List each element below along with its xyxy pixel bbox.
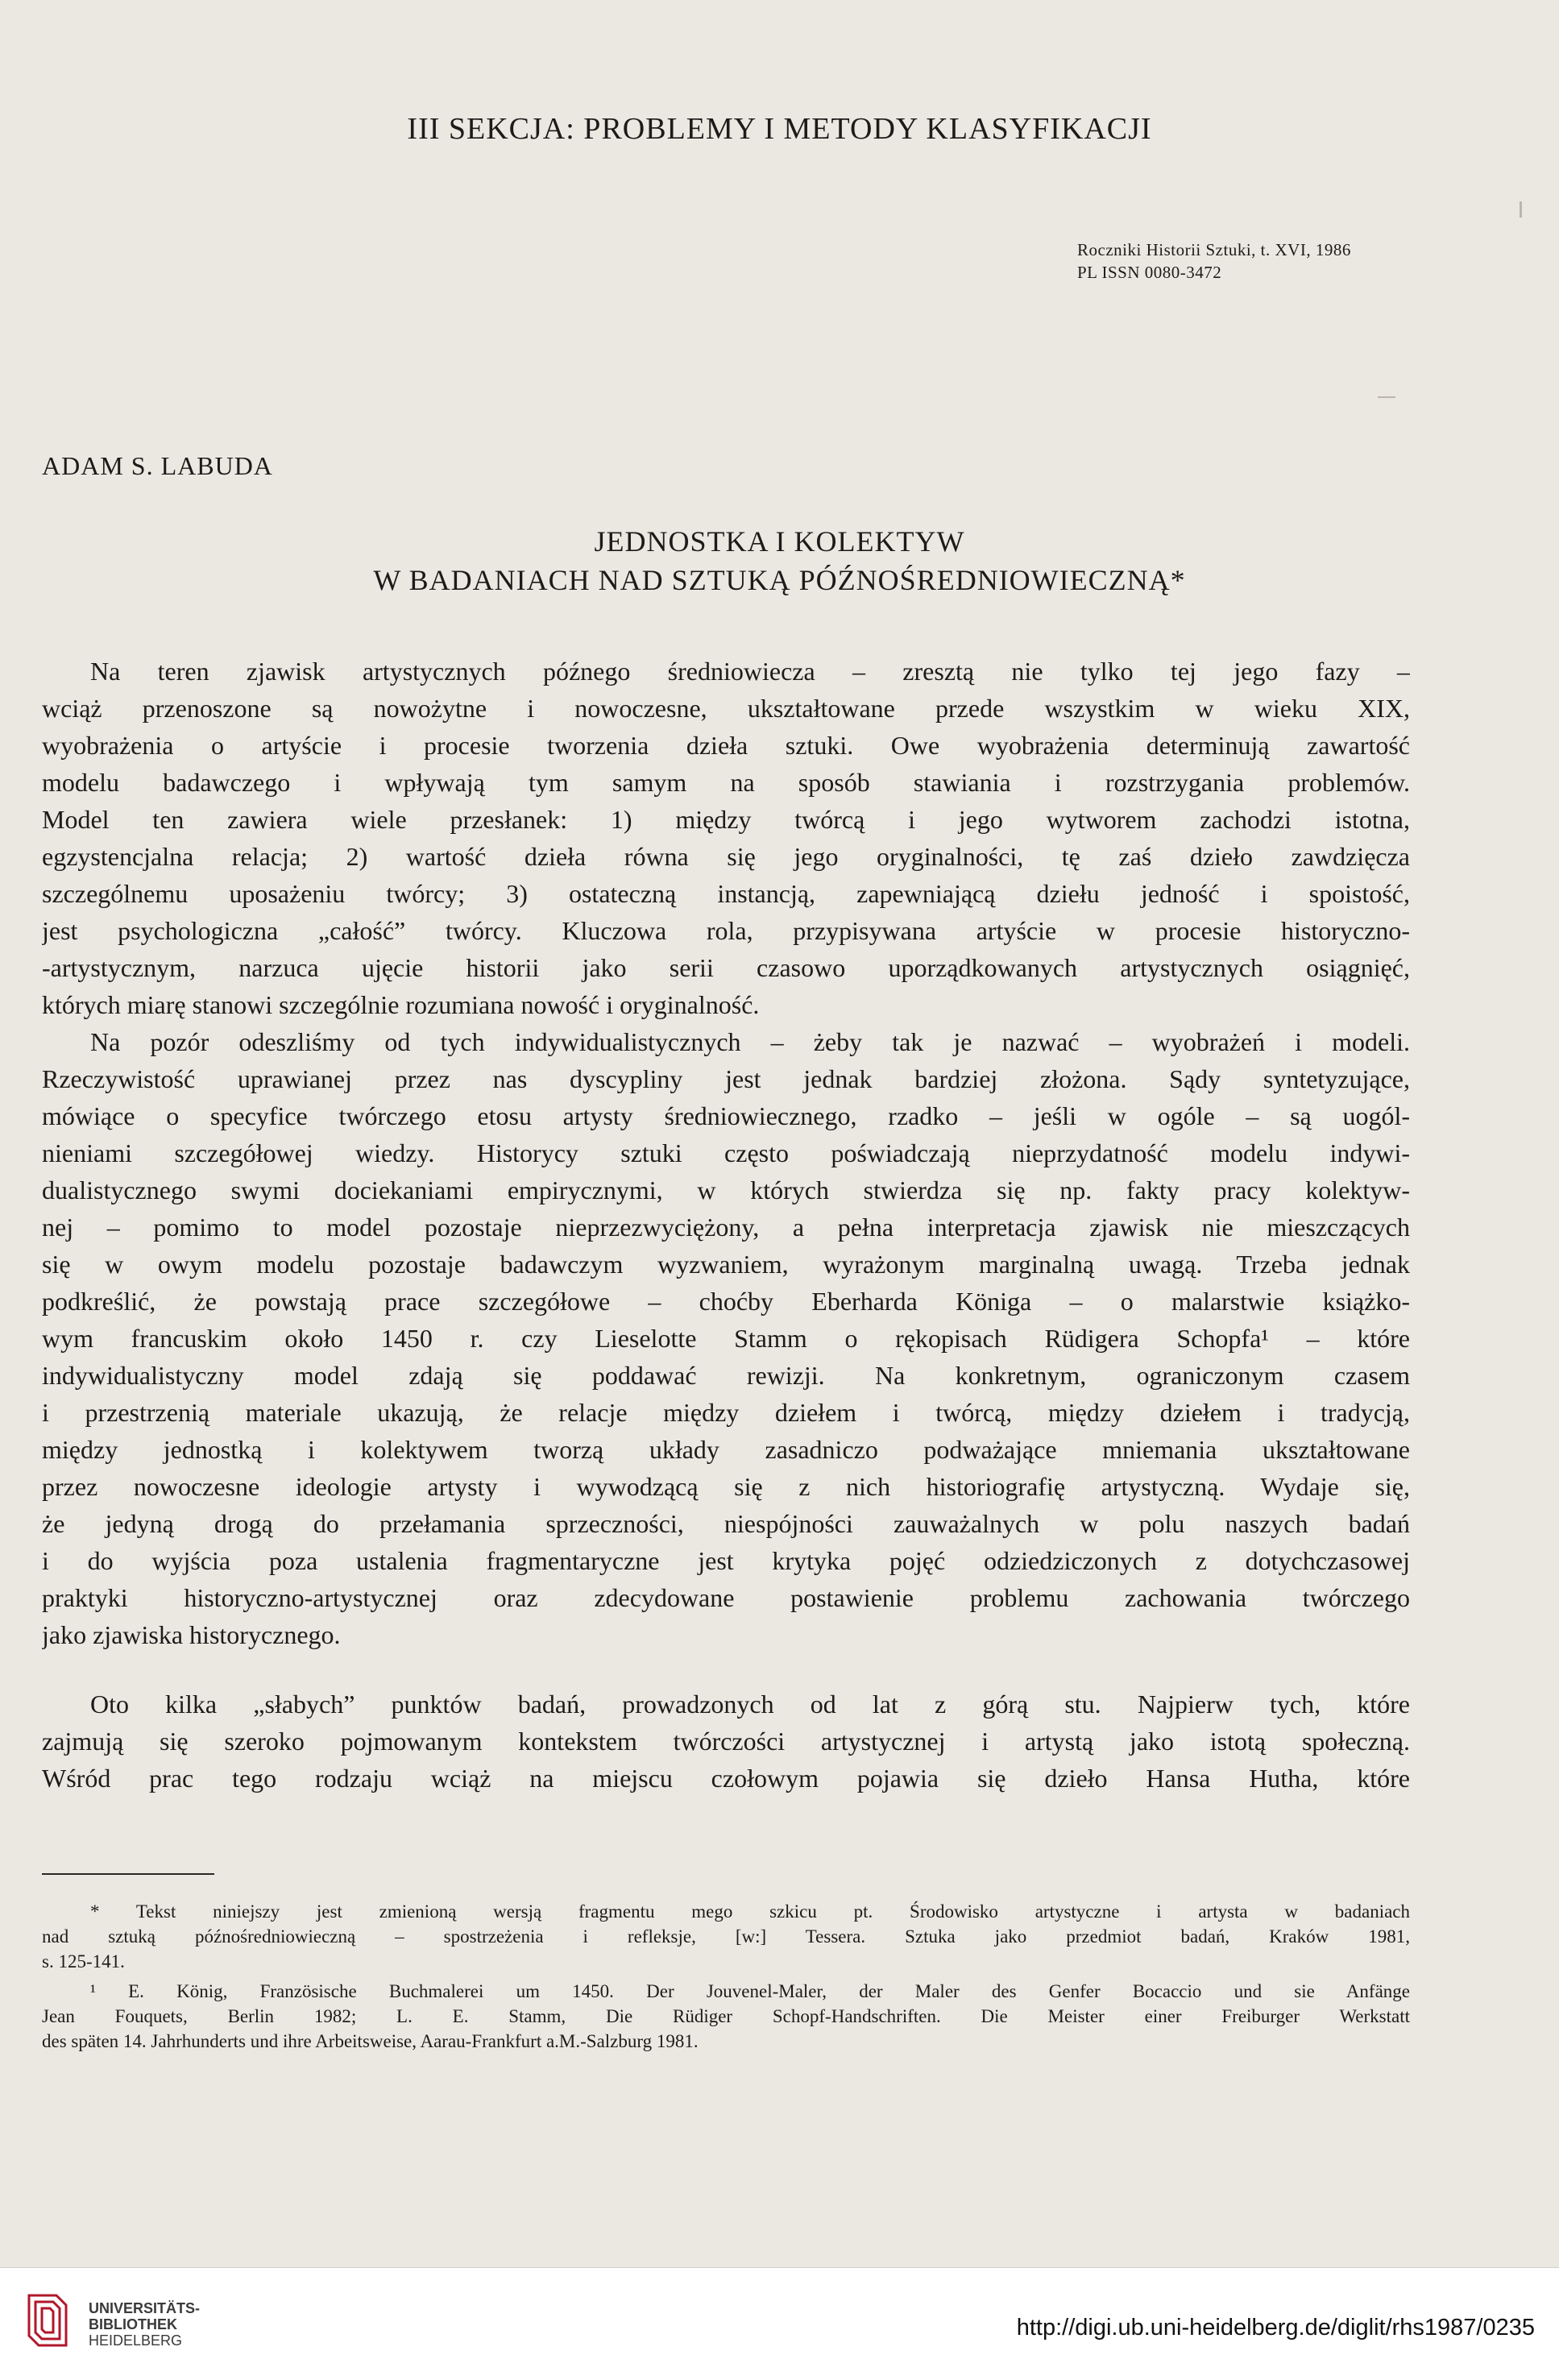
footnote-divider (42, 1873, 214, 1875)
paragraph-line: -artystycznym, narzuca ujęcie historii jako serii czasowo uporządkowanych artystycznych osiągnięć, (42, 953, 1410, 982)
paragraph-line: szczególnemu uposażeniu twórcy; 3) ostateczną instancją, zapewniającą dziełu jedność i spoistość, (42, 879, 1410, 908)
paragraph-line: praktyki historyczno-artystycznej oraz zdecydowane postawienie problemu zachowania twórczego (42, 1583, 1410, 1612)
paragraph-gap (42, 1653, 1410, 1685)
library-name-line: BIBLIOTHEK (89, 2316, 177, 2332)
footnote-line: ¹ E. König, Französische Buchmalerei um 1450. Der Jouvenel-Maler, der Maler des Genfer Bocaccio und sie Anfänge (90, 1981, 1410, 2001)
paragraph-line: nej – pomimo to model pozostaje nieprzezwyciężony, a pełna interpretacja zjawisk nie mieszczących (42, 1213, 1410, 1242)
footnotes (42, 1899, 1410, 2054)
journal-citation: Roczniki Historii Sztuki, t. XVI, 1986 (1077, 240, 1351, 259)
paragraph-line: Na pozór odeszliśmy od tych indywidualistycznych – żeby tak je nazwać – wyobrażeń i modeli. (90, 1027, 1410, 1056)
footnote-line: des späten 14. Jahrhunderts und ihre Arbeitsweise, Aarau-Frankfurt a.M.-Salzburg 1981. (42, 2031, 699, 2051)
paragraph-line: nieniami szczegółowej wiedzy. Historycy sztuki często poświadczają nieprzydatność modelu indywi- (42, 1138, 1410, 1167)
paragraph-line: podkreślić, że powstają prace szczegółowe – choćby Eberharda Königa – o malarstwie książko- (42, 1287, 1410, 1316)
paragraph-line: jest psychologiczna „całość” twórcy. Kluczowa rola, przypisywana artyście w procesie historyczno- (42, 916, 1410, 945)
paragraph-line: mówiące o specyfice twórczego etosu artysty średniowiecznego, rzadko – jeśli w ogóle – są uogól- (42, 1101, 1410, 1130)
paragraph-line: i przestrzenią materiale ukazują, że relacje między dziełem i twórcą, między dziełem i tradycją, (42, 1398, 1410, 1427)
paragraph-line: Model ten zawiera wiele przesłanek: 1) między twórcą i jego wytworem zachodzi istotna, (42, 805, 1410, 834)
paragraph-line: modelu badawczego i wpływają tym samym na sposób stawiania i rozstrzygania problemów. (42, 768, 1410, 797)
paragraph-line: egzystencjalna relacja; 2) wartość dzieła równa się jego oryginalności, tę zaś dzieło zawdzięcza (42, 842, 1410, 871)
footnote-line: s. 125-141. (42, 1951, 125, 1972)
section-header: III SEKCJA: PROBLEMY I METODY KLASYFIKACJI (407, 112, 1152, 146)
paragraph-line: Oto kilka „słabych” punktów badań, prowadzonych od lat z górą stu. Najpierw tych, które (90, 1690, 1410, 1719)
paragraph-line: zajmują się szeroko pojmowanym kontekstem twórczości artystycznej i artystą jako istotą społeczną. (42, 1727, 1410, 1756)
paragraph-line: przez nowoczesne ideologie artysty i wywodzącą się z nich historiografię artystyczną. Wydaje się, (42, 1472, 1410, 1501)
paragraph-line: i do wyjścia poza ustalenia fragmentaryczne jest krytyka pojęć odziedziczonych z dotychczasowej (42, 1546, 1410, 1575)
footnote-line: Jean Fouquets, Berlin 1982; L. E. Stamm, Die Rüdiger Schopf-Handschriften. Die Meister einer Freiburger Werkstatt (42, 2006, 1410, 2026)
article-title (0, 522, 1559, 599)
journal-issn: PL ISSN 0080-3472 (1077, 263, 1222, 282)
paragraph-line: Wśród prac tego rodzaju wciąż na miejscu czołowym pojawia się dzieło Hansa Hutha, które (42, 1764, 1410, 1793)
library-name-line: HEIDELBERG (89, 2332, 183, 2349)
paragraph-line: jako zjawiska historycznego. (42, 1620, 341, 1649)
paragraph-line: między jednostką i kolektywem tworzą układy zasadniczo podważające mniemania ukształtowane (42, 1435, 1410, 1464)
document-url-link[interactable]: http://digi.ub.uni-heidelberg.de/diglit/rhs1987/0235 (1016, 2315, 1535, 2341)
university-library-logo-icon (24, 2289, 71, 2352)
margin-mark (1520, 201, 1522, 218)
paragraph-line: indywidualistyczny model zdają się poddawać rewizji. Na konkretnym, ograniczonym czasem (42, 1361, 1410, 1390)
article-body (42, 653, 1410, 1797)
paragraph-line: wyobrażenia o artyście i procesie tworzenia dzieła sztuki. Owe wyobrażenia determinują zawartość (42, 731, 1410, 760)
paragraph-line: Na teren zjawisk artystycznych późnego średniowiecza – zresztą nie tylko tej jego fazy – (90, 657, 1410, 686)
viewer-footer (0, 2267, 1559, 2380)
library-name (89, 2300, 200, 2349)
journal-info (1077, 238, 1351, 284)
paragraph-line: że jedyną drogą do przełamania sprzeczności, niespójności zauważalnych w polu naszych badań (42, 1509, 1410, 1538)
paragraph-line: wym francuskim około 1450 r. czy Lieselotte Stamm o rękopisach Rüdigera Schopfa¹ – które (42, 1324, 1410, 1353)
paragraph-line: wciąż przenoszone są nowożytne i nowoczesne, ukształtowane przede wszystkim w wieku XIX, (42, 694, 1410, 723)
author-name: ADAM S. LABUDA (42, 451, 273, 480)
paragraph-line: których miarę stanowi szczególnie rozumiana nowość i oryginalność. (42, 990, 760, 1019)
footnote-line: nad sztuką późnośredniowieczną – spostrzeżenia i refleksje, [w:] Tessera. Sztuka jako przedmiot badań, Kraków 1981, (42, 1926, 1410, 1947)
library-name-line: UNIVERSITÄTS- (89, 2300, 201, 2316)
paragraph-line: dualistycznego swymi dociekaniami empirycznymi, w których stwierdza się np. fakty pracy kolektyw- (42, 1175, 1410, 1205)
article-title-line: W BADANIACH NAD SZTUKĄ PÓŹNOŚREDNIOWIECZNĄ* (373, 564, 1186, 596)
margin-mark (1378, 396, 1395, 398)
article-title-line: JEDNOSTKA I KOLEKTYW (594, 525, 965, 558)
paragraph-line: się w owym modelu pozostaje badawczym wyzwaniem, wyrażonym marginalną uwagą. Trzeba jednak (42, 1250, 1410, 1279)
footnote-line: * Tekst niniejszy jest zmienioną wersją fragmentu mego szkicu pt. Środowisko artystyczne i artysta w badaniach (90, 1901, 1410, 1922)
paragraph-line: Rzeczywistość uprawianej przez nas dyscypliny jest jednak bardziej złożona. Sądy syntetyzujące, (42, 1064, 1410, 1093)
